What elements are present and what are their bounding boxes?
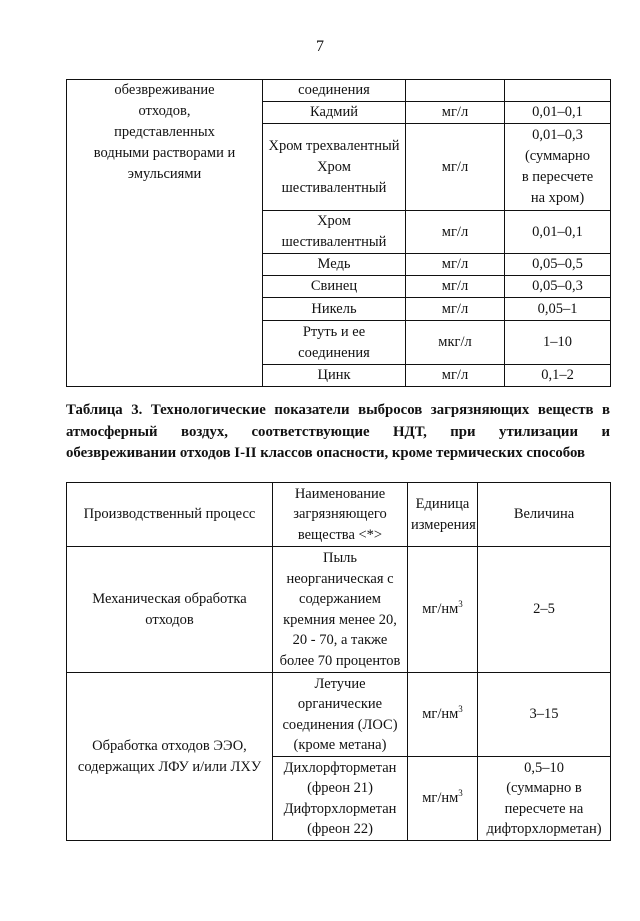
process-line: отходов, [138,103,191,119]
unit-cell: мг/л [406,276,505,298]
substance-cell: Цинк [263,365,406,387]
substance-cell: Свинец [263,276,406,298]
header-substance: Наименование загрязняющего вещества <*> [273,483,408,547]
process-line: водными растворами и [93,145,236,161]
header-process: Производственный процесс [67,483,273,547]
unit-cell: мг/л [406,254,505,276]
process-line: эмульсиями [127,166,202,182]
header-row [67,483,611,547]
unit-cell: мкг/л [406,321,505,365]
substance-cell: Медь [263,254,406,276]
substance-cell: Кадмий [263,102,406,124]
header-value: Величина [478,483,611,547]
process-cell: Обработка отходов ЭЭО, содержащих ЛФУ и/или ЛХУ [67,673,273,841]
value-cell: 0,05–0,5 [505,254,611,276]
unit-cell: мг/л [406,211,505,254]
unit-cell: мг/л [406,124,505,211]
unit-cell: $мг/нм^3$ [408,757,478,841]
substance-limits-table [66,79,611,387]
substance-cell: Пыль неорганическая с содержанием кремния менее 20, 20 - 70, а также более 70 процентов [273,547,408,673]
header-unit: Единица измерения [408,483,478,547]
process-description-cell [67,80,263,387]
value-cell: 0,5–10 (суммарно в пересчете на дифторхлорметан) [478,757,611,841]
value-cell: 2–5 [478,547,611,673]
value-cell: 0,01–0,1 [505,211,611,254]
unit-cell: мг/л [406,298,505,321]
unit-cell: мг/л [406,102,505,124]
table-row [67,547,611,673]
value-cell: 0,05–1 [505,298,611,321]
substance-cell: Ртуть и ее соединения [263,321,406,365]
substance-cell: соединения [263,80,406,102]
process-line: представленных [114,124,215,140]
value-cell: 0,1–2 [505,365,611,387]
table-3-caption: Таблица 3. Технологические показатели выбросов загрязняющих веществ в атмосферный воздух, соответствующие НДТ, при утилизации и обезвреживании отходов I-II классов опасности, кроме термических способов [66,402,610,461]
substance-cell: Хром трехвалентный Хром шестивалентный [263,124,406,211]
table-row [67,673,611,757]
page-number: 7 [316,38,324,55]
value-cell [505,80,611,102]
value-cell: 0,05–0,3 [505,276,611,298]
value-cell: 1–10 [505,321,611,365]
value-cell: 0,01–0,1 [505,102,611,124]
process-cell: Механическая обработка отходов [67,547,273,673]
substance-cell: Летучие органические соединения (ЛОС) (кроме метана) [273,673,408,757]
unit-cell: $мг/нм^3$ [408,673,478,757]
process-line: обезвреживание [114,82,215,98]
unit-cell [406,80,505,102]
unit-cell: $мг/нм^3$ [408,547,478,673]
value-cell: 3–15 [478,673,611,757]
emissions-table [66,482,611,841]
unit-cell: мг/л [406,365,505,387]
value-cell: 0,01–0,3 (суммарно в пересчете на хром) [505,124,611,211]
substance-cell: Хром шестивалентный [263,211,406,254]
substance-cell: Дихлорфторметан (фреон 21) Дифторхлорметан (фреон 22) [273,757,408,841]
substance-cell: Никель [263,298,406,321]
